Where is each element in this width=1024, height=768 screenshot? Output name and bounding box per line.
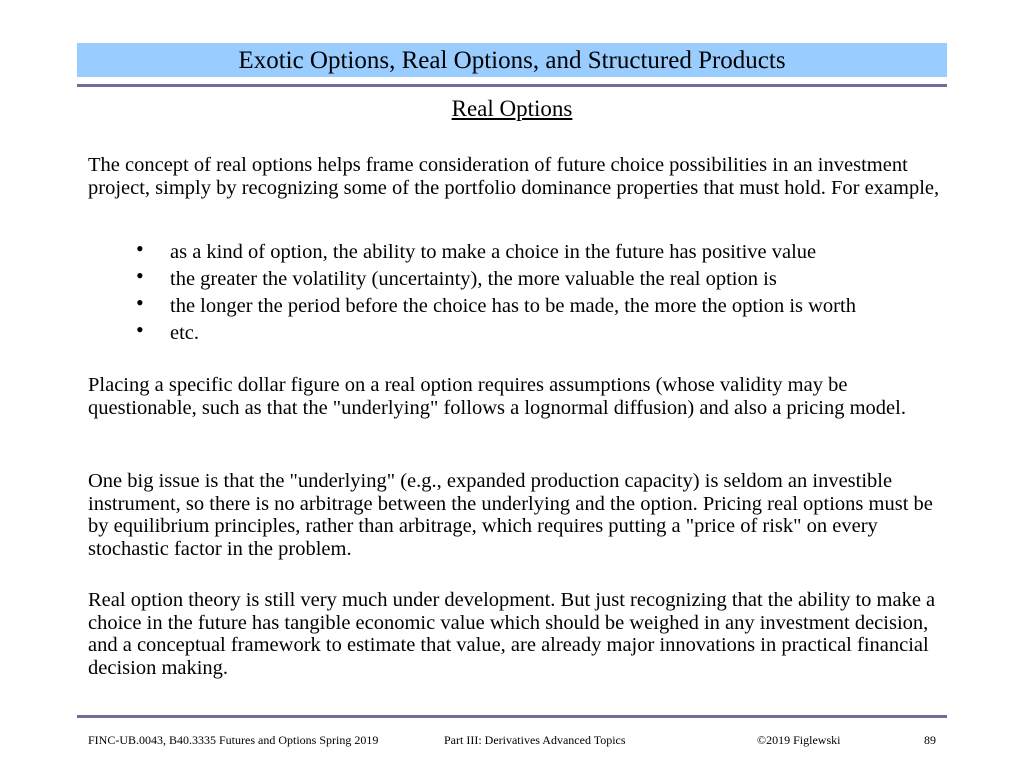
list-item bbox=[134, 317, 954, 347]
bullet-text: etc. bbox=[170, 322, 200, 344]
list-item bbox=[134, 236, 954, 266]
title-divider bbox=[77, 84, 947, 87]
footer-part: Part III: Derivatives Advanced Topics bbox=[444, 733, 626, 747]
bullet-icon: • bbox=[136, 290, 144, 315]
bullet-text: the greater the volatility (uncertainty), the more valuable the real option is bbox=[170, 268, 777, 290]
bullet-text: the longer the period before the choice has to be made, the more the option is worth bbox=[170, 295, 856, 317]
bullet-icon: • bbox=[136, 236, 144, 261]
intro-paragraph: The concept of real options helps frame consideration of future choice possibilities in an investment project, simply by recognizing some of the portfolio dominance properties that must hold. For example, bbox=[88, 154, 940, 199]
bullet-icon: • bbox=[136, 317, 144, 342]
slide-title: Exotic Options, Real Options, and Structured Products bbox=[238, 47, 786, 74]
list-item bbox=[134, 290, 954, 320]
paragraph-theory: Real option theory is still very much under development. But just recognizing that the ability to make a choice in the future has tangible economic value which should be weighed in any investment decision, and a conceptual framework to estimate that value, are already major innovations in practical financial decision making. bbox=[88, 589, 936, 679]
footer-copyright: ©2019 Figlewski bbox=[757, 733, 841, 747]
slide-subtitle: Real Options bbox=[451, 96, 573, 121]
bullet-icon: • bbox=[136, 263, 144, 288]
bullet-list bbox=[134, 236, 954, 347]
footer-course: FINC-UB.0043, B40.3335 Futures and Options Spring 2019 bbox=[88, 733, 379, 747]
page-number: 89 bbox=[924, 733, 936, 747]
footer-divider bbox=[77, 715, 947, 718]
list-item bbox=[134, 263, 954, 293]
paragraph-pricing: Placing a specific dollar figure on a real option requires assumptions (whose validity may be questionable, such as that the "underlying" follows a lognormal diffusion) and also a pricing model. bbox=[88, 374, 906, 419]
paragraph-arbitrage: One big issue is that the "underlying" (e.g., expanded production capacity) is seldom an investible instrument, so there is no arbitrage between the underlying and the option. Pricing real options must be by equilibrium principles, rather than arbitrage, which requires putting a "price of risk" on every stochastic factor in the problem. bbox=[88, 470, 933, 560]
bullet-text: as a kind of option, the ability to make a choice in the future has positive value bbox=[170, 241, 817, 263]
title-bar bbox=[77, 43, 947, 77]
